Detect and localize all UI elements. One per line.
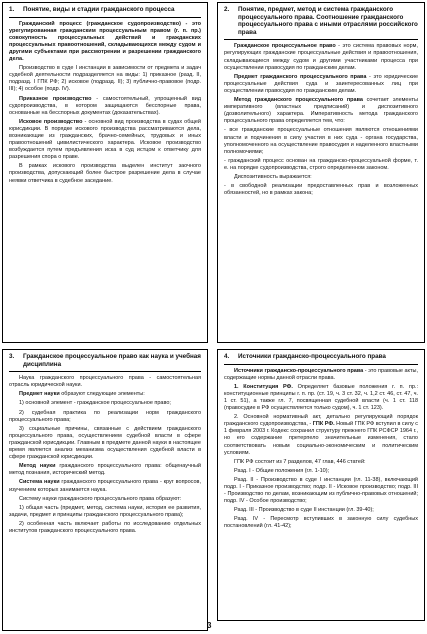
card-title — [224, 6, 418, 36]
paragraph — [224, 97, 418, 125]
definition: образуют следующие элементы: — [59, 391, 145, 398]
list-item: - гражданский процесс основан на гражданско-процессуальной форме, т. е. на порядке судопроизводства, строго определенном законом. — [224, 157, 418, 171]
definition: - это система правовых норм, регулирующих гражданские процессуальные действия и правоотношения, складывающиеся между судом и другими участниками процесса при осуществлении правосудия по гражданским делам. — [224, 43, 418, 71]
definition: гражданского процессуального права: общенаучный метод познания, исторический метод. — [9, 463, 201, 477]
card-number: 1. — [9, 6, 15, 13]
paragraph: Гражданский процесс (гражданское судопроизводство) - это урегулированная гражданским процессуальным правом (г. п. пр.) совокупность процессуальных действий и гражданских процессуальных правоотношений, складывающихся между судом и другими субъектами при рассмотрении и разрешении гражданского дела. — [9, 20, 201, 63]
term: 1. Конституция РФ. — [234, 383, 293, 390]
paragraph — [224, 368, 418, 382]
definition: - самостоятельный, упрощенный вид судопроизводства, в котором защищаются бесспорные права, основанные на бесспорных документах (доказательствах). — [9, 95, 201, 116]
paragraph — [9, 391, 201, 398]
list-item: Разд. I - Общие положения (гл. 1-10); — [234, 467, 330, 474]
paragraph: ГПК РФ состоит из 7 разделов, 47 глав, 446 статей: — [234, 458, 366, 465]
list-item: Разд. II - Производство в суде I инстанции (гл. 11-38), включающий подр. I - Приказное производство; подр. II - Исковое производство; подр. III - Производство по делам, возникающим из публично-правовых отношений; подр. IV - Особое производство; — [224, 476, 418, 505]
paragraph — [224, 74, 418, 95]
card-title-text: Источники гражданско-процессуального права — [238, 353, 386, 360]
paragraph — [9, 479, 201, 493]
definition: 2. Основной нормативный акт, детально регулирующий порядок гражданского судопроизводства, - — [224, 414, 418, 428]
list-item: 1) общая часть (предмет, метод, система науки, история ее развития, задачи, предмет и принципы гражданского процессуального права); — [9, 504, 201, 518]
divider — [9, 371, 201, 372]
definition: Новый ГПК РФ вступил в силу с 1 февраля 2003 г. Кодекс сохранил структуру прежнего ГПК РСФСР 1964 г., но его содержание претерпело значительные изменения, стало соответствовать новым социально-экономическим и политическим условиям. — [224, 421, 418, 456]
definition: - это юридические процессуальные действия суда и заинтересованных лиц при осуществлении правосудия по гражданским делам. — [224, 73, 418, 94]
list-item: 1) основной элемент - гражданское процессуальное право; — [19, 400, 171, 407]
term: Метод гражданского процессуального права — [234, 97, 363, 104]
definition: гражданского процессуального права - круг вопросов, изучением которых занимается наука. — [9, 479, 201, 493]
paragraph: Систему науки гражданского процессуального права образуют: — [19, 495, 182, 502]
paragraph: Диспозитивность выражается: — [234, 173, 312, 180]
definition: - основной вид производства в судах общей юрисдикции. В порядке искового производства рассматриваются дела, возникающие из гражданских, брачно-семейных, трудовых и иных правоотношений цивилистического характера. Исковое производство возбуждается путем предъявления иска в суд истцом к ответчику для разрешения спора о праве. — [9, 118, 201, 161]
divider — [224, 39, 418, 40]
divider — [224, 364, 418, 365]
term: Гражданское процессуальное право — [234, 43, 336, 50]
card-title-text: Понятие, виды и стадии гражданского процесса — [23, 6, 175, 13]
term: Предмет науки — [19, 391, 60, 398]
list-item: - в свободной реализации предоставленных прав и возложенных обязанностей, но в рамках закона; — [224, 183, 418, 197]
paragraph — [9, 463, 201, 477]
term: Исковое производство — [19, 118, 83, 125]
card-4 — [217, 349, 425, 621]
term: Приказное производство — [19, 95, 92, 102]
term: Источники гражданско-процессуального права — [234, 367, 364, 374]
term: Предмет гражданского процессуального права — [234, 73, 367, 80]
card-title-text: Гражданское процессуальное право как наука и учебная дисциплина — [23, 353, 201, 368]
paragraph — [9, 119, 201, 162]
card-3 — [2, 349, 208, 631]
card-1 — [2, 2, 208, 343]
definition: сочетает элементы императивного (властных предписаний) и диспозитивного (дозволительного) характера. Императивность метода гражданского процессуального права определяется тем, что: — [224, 97, 418, 125]
definition: - это правовые акты, содержащие нормы данной отрасли права. — [224, 367, 419, 381]
card-title — [9, 6, 201, 14]
list-item: 3) социальные причины, связанные с действием гражданского процессуального права, осуществлением судебной власти в сфере гражданской юрисдикции. Главным в предмете данной науки в настоящее время является анализ механизма осуществления судебной власти в сфере гражданской юрисдикции. — [9, 425, 201, 461]
divider — [9, 17, 201, 18]
paragraph — [9, 96, 201, 117]
card-number: 2. — [224, 6, 230, 13]
list-item: 2) судебная практика по реализации норм гражданского процессуального права; — [9, 409, 201, 423]
paragraph: В рамках искового производства выделен институт заочного производства, допускающий более быстрое разрешение дела в случае неявки ответчика в судебное заседание. — [9, 163, 201, 184]
card-number: 4. — [224, 353, 230, 360]
list-item: - все гражданские процессуальные отношения являются отношениями власти и подчинения в силу участия в них суда - органа государства, уполномоченного на осуществление правосудия и наделенного властными полномочиями; — [224, 127, 418, 155]
card-number: 3. — [9, 353, 15, 360]
paragraph — [224, 43, 418, 71]
list-item: Разд. III - Производство в суде II инстанции (гл. 39-40); — [234, 507, 374, 514]
paragraph: Производство в суде I инстанции в зависимости от предмета и задач судебной деятельности подразделяется на виды: 1) приказное (разд. II, подразд. I ГПК РФ; 2) исковое (подразд. II); 3) публично-правовое (подр. III); 4) особое (подр. IV). — [9, 65, 201, 93]
card-title-text: Понятие, предмет, метод и система гражданского процессуального права. Соотношение гражданского процессуального права с иными отраслями российского права — [238, 6, 418, 36]
list-item: 2) особенная часть включает работы по исследованию отдельных институтов гражданского процессуального права. — [9, 520, 201, 534]
paragraph — [224, 414, 418, 457]
paragraph: Наука гражданского процессуального права - самостоятельная отрасль юридической науки. — [9, 375, 201, 389]
term: Система науки — [19, 479, 60, 486]
card-title — [224, 353, 418, 361]
card-title — [9, 353, 201, 368]
definition: Определяет базовые положения г. п. пр.: конституционные принципы г. п. пр. (ст. 19, ч. 3 ст. 32, ч. 1,2 ст. 46, ст. 47, ч. 1 ст. 51), а также гл. 7, посвященная судебной власти (ч. 1 ст. 118 (правосудие в РФ осуществляется только судом), ч. 1 ст. 123). — [224, 383, 418, 412]
term: Метод науки — [19, 463, 56, 470]
term: ГПК РФ. — [311, 421, 335, 428]
card-2 — [217, 2, 425, 343]
paragraph — [224, 384, 418, 412]
list-item: Разд. IV - Пересмотр вступивших в законную силу судебных постановлений (гл. 41-42); — [224, 516, 418, 530]
page-number: 3 — [207, 621, 212, 630]
